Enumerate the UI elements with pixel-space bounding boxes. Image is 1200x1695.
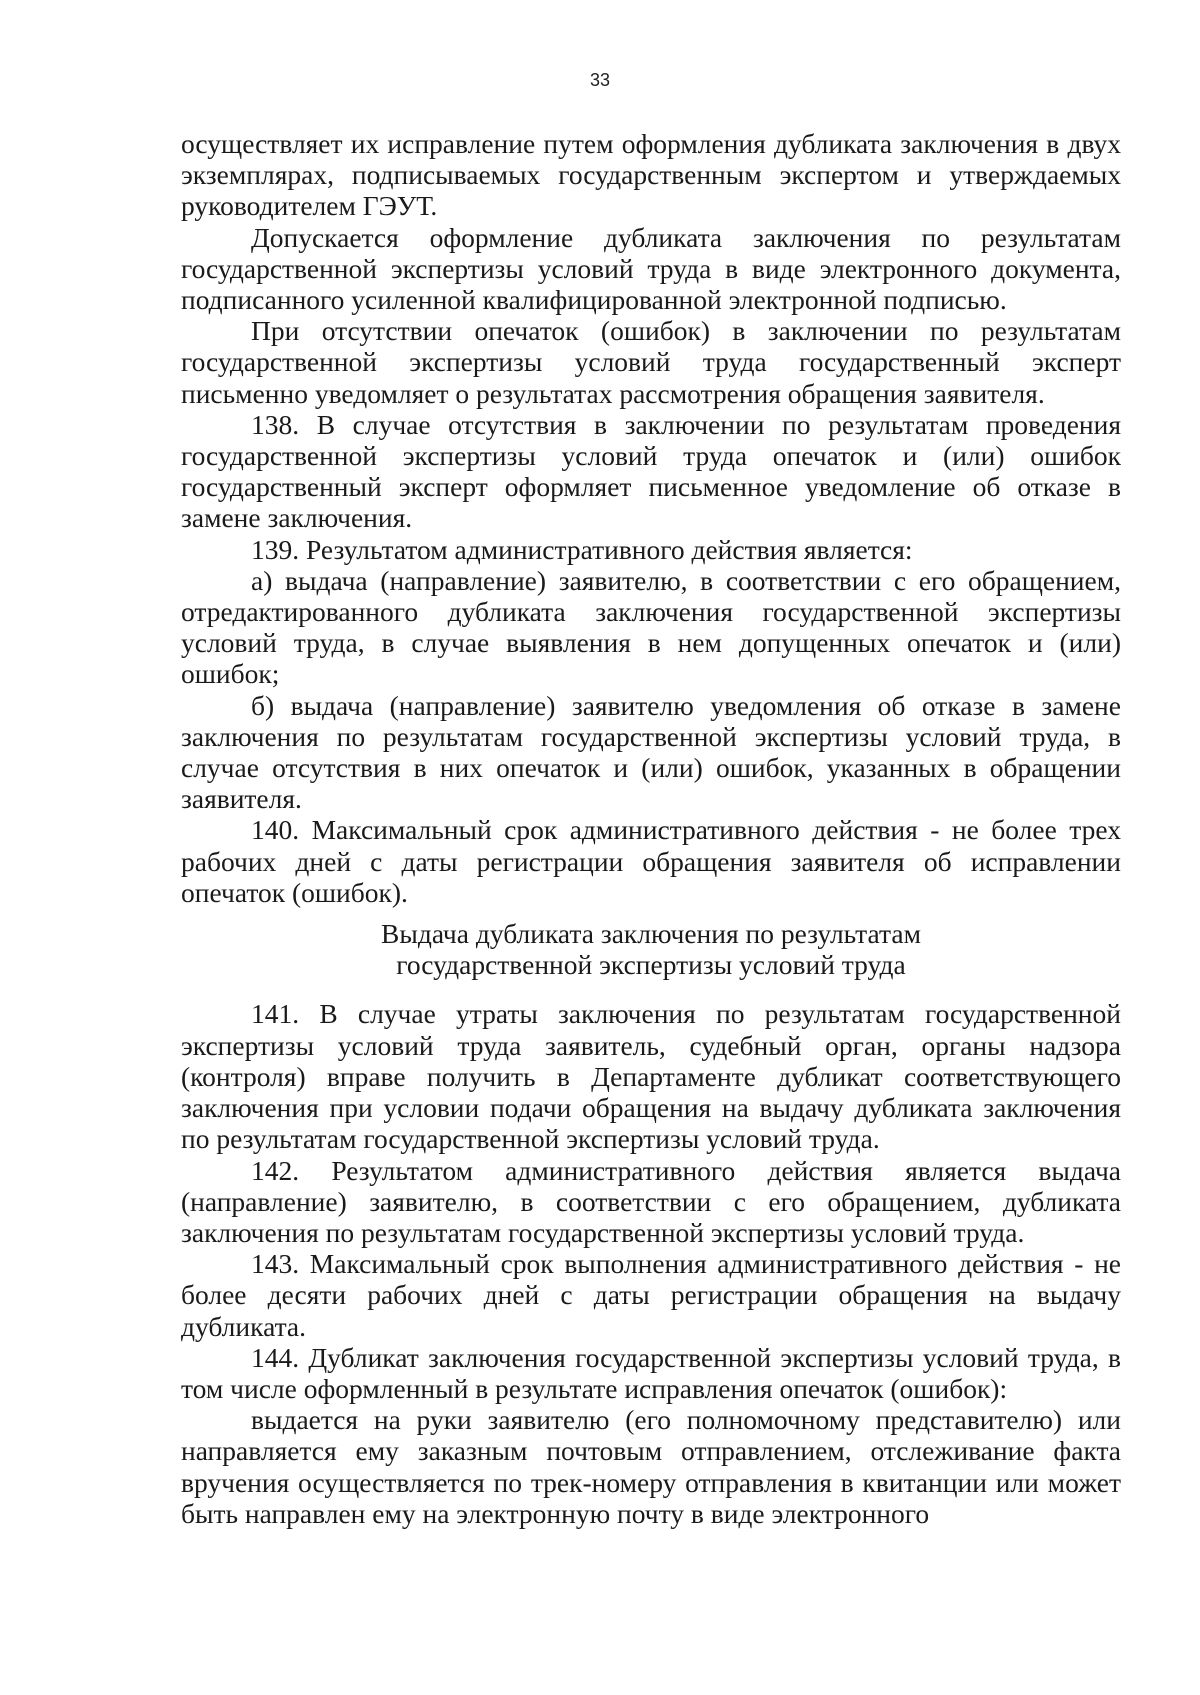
paragraph-144-delivery: выдается на руки заявителю (его полномочному представителю) или направляется ему заказным почтовым отправлением, отслеживание факта вручения осуществляется по трек-номеру отправления в квитанции или может быть направлен ему на электронную почту в виде электронного [181, 1404, 1121, 1529]
document-body [181, 128, 1121, 1529]
paragraph-143: 143. Максимальный срок выполнения административного действия - не более десяти рабочих дней с даты регистрации обращения на выдачу дубликата. [181, 1248, 1121, 1342]
page-number: 33 [589, 70, 611, 90]
paragraph-138: 138. В случае отсутствия в заключении по результатам проведения государственной экспертизы условий труда опечаток и (или) ошибок государственный эксперт оформляет письменное уведомление об отказе в замене заключения. [181, 408, 1121, 534]
paragraph-139-a: а) выдача (направление) заявителю, в соответствии с его обращением, отредактированного дубликата заключения государственной экспертизы условий труда, в случае выявления в нем допущенных опечаток и (или) ошибок; [181, 564, 1121, 690]
paragraph-144: 144. Дубликат заключения государственной экспертизы условий труда, в том числе оформленный в результате исправления опечаток (ошибок): [181, 1341, 1121, 1404]
paragraph-140: 140. Максимальный срок административного действия - не более трех рабочих дней с даты регистрации обращения заявителя об исправлении опечаток (ошибок). [181, 814, 1121, 908]
section-heading [181, 918, 1121, 980]
paragraph-142: 142. Результатом административного действия является выдача (направление) заявителю, в соответствии с его обращением, дубликата заключения по результатам государственной экспертизы условий труда. [181, 1154, 1121, 1248]
paragraph-electronic-duplicate: Допускается оформление дубликата заключения по результатам государственной экспертизы условий труда в виде электронного документа, подписанного усиленной квалифицированной электронной подписью. [181, 221, 1121, 316]
paragraph-139: 139. Результатом административного действия является: [251, 533, 913, 565]
paragraph-139-b: б) выдача (направление) заявителю уведомления об отказе в замене заключения по результатам государственной экспертизы условий труда, в случае отсутствия в них опечаток и (или) ошибок, указанных в обращении заявителя. [181, 689, 1121, 815]
section-heading-line-2: государственной экспертизы условий труда [396, 949, 906, 981]
paragraph-141: 141. В случае утраты заключения по результатам государственной экспертизы условий труда заявитель, судебный орган, органы надзора (контроля) вправе получить в Департаменте дубликат соответствующего заключения при условии подачи обращения на выдачу дубликата заключения по результатам государственной экспертизы условий труда. [181, 998, 1121, 1155]
paragraph-no-errors-notice: При отсутствии опечаток (ошибок) в заключении по результатам государственной экспертизы условий труда государственный эксперт письменно уведомляет о результатах рассмотрения обращения заявителя. [181, 315, 1121, 409]
section-heading-line-1: Выдача дубликата заключения по результатам [381, 918, 921, 950]
paragraph-continuation: осуществляет их исправление путем оформления дубликата заключения в двух экземплярах, подписываемых государственным экспертом и утверждаемых руководителем ГЭУТ. [181, 128, 1121, 222]
